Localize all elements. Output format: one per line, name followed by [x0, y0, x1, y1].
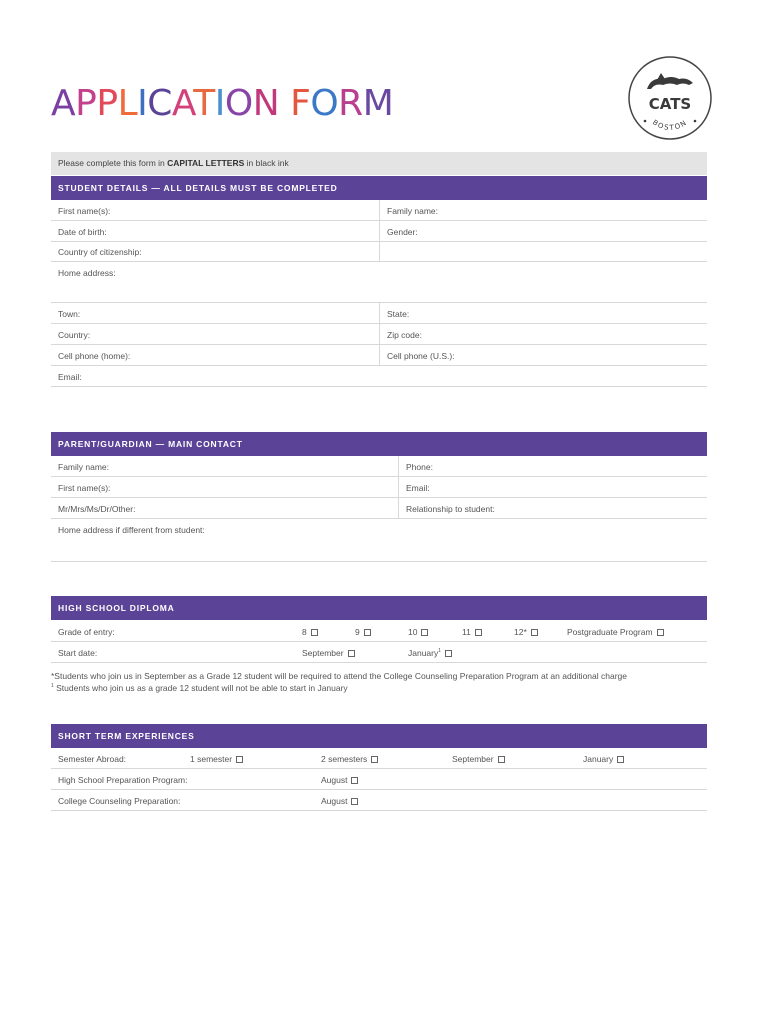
grade-12-checkbox[interactable]: 12* — [514, 627, 538, 637]
dob-field[interactable]: Date of birth: — [58, 227, 107, 237]
parent-family-name-field[interactable]: Family name: — [58, 462, 110, 472]
family-name-field[interactable]: Family name: — [387, 206, 439, 216]
hs-prep-august-checkbox[interactable]: August — [321, 775, 358, 785]
student-row-town — [51, 303, 707, 324]
start-date-row — [51, 642, 707, 663]
student-row-names — [51, 200, 707, 221]
divider — [398, 456, 399, 476]
divider — [379, 242, 380, 261]
home-address-field[interactable]: Home address: — [58, 268, 116, 278]
hs-prep-label: High School Preparation Program: — [58, 775, 188, 785]
page-title: APPLICATION FORM — [51, 83, 394, 124]
salutation-field[interactable]: Mr/Mrs/Ms/Dr/Other: — [58, 504, 136, 514]
parent-row-address — [51, 519, 707, 562]
divider — [379, 200, 380, 220]
instruction-bar — [51, 152, 707, 175]
student-details-header: STUDENT DETAILS — ALL DETAILS MUST BE COMPLETED — [51, 176, 707, 200]
parent-row-names — [51, 456, 707, 477]
cell-us-field[interactable]: Cell phone (U.S.): — [387, 351, 455, 361]
semester-row — [51, 748, 707, 769]
student-row-phones — [51, 345, 707, 366]
gender-field[interactable]: Gender: — [387, 227, 418, 237]
grade-11-checkbox[interactable]: 11 — [462, 627, 482, 637]
semester-january-checkbox[interactable]: January — [583, 754, 624, 764]
svg-text:CATS: CATS — [648, 95, 692, 113]
start-september-checkbox[interactable]: September — [302, 648, 355, 658]
cell-home-field[interactable]: Cell phone (home): — [58, 351, 131, 361]
grade-8-checkbox[interactable]: 8 — [302, 627, 318, 637]
january-note: $^1$ Students who join us as a grade 12 student will not be able to start in January — [51, 683, 348, 693]
divider — [398, 498, 399, 518]
divider — [379, 345, 380, 365]
town-field[interactable]: Town: — [58, 309, 81, 319]
divider — [379, 303, 380, 323]
relationship-field[interactable]: Relationship to student: — [406, 504, 495, 514]
postgraduate-checkbox[interactable]: Postgraduate Program — [567, 627, 664, 637]
svg-text:BOSTON: BOSTON — [650, 118, 690, 132]
grade-12-note: *Students who join us in September as a Grade 12 student will be required to attend the College Counseling Preparation Program at an additional charge — [51, 671, 627, 681]
semester-september-checkbox[interactable]: September — [452, 754, 505, 764]
student-row-email — [51, 366, 707, 387]
grade-9-checkbox[interactable]: 9 — [355, 627, 371, 637]
two-semesters-checkbox[interactable]: 2 semesters — [321, 754, 378, 764]
parent-phone-field[interactable]: Phone: — [406, 462, 433, 472]
divider — [379, 324, 380, 344]
zip-field[interactable]: Zip code: — [387, 330, 422, 340]
start-january-checkbox[interactable]: January$^1$ — [408, 648, 452, 658]
semester-label: Semester Abroad: — [58, 754, 127, 764]
short-term-header: SHORT TERM EXPERIENCES — [51, 724, 707, 748]
instruction-emphasis: CAPITAL LETTERS — [167, 158, 245, 168]
grade-label: Grade of entry: — [58, 627, 115, 637]
grade-row — [51, 620, 707, 642]
college-prep-august-checkbox[interactable]: August — [321, 796, 358, 806]
one-semester-checkbox[interactable]: 1 semester — [190, 754, 243, 764]
student-row-address — [51, 262, 707, 303]
parent-email-field[interactable]: Email: — [406, 483, 430, 493]
divider — [379, 221, 380, 241]
parent-address-field[interactable]: Home address if different from student: — [58, 525, 205, 535]
parent-row-salutation — [51, 498, 707, 519]
student-row-citizenship — [51, 242, 707, 262]
divider — [398, 477, 399, 497]
parent-guardian-header: PARENT/GUARDIAN — MAIN CONTACT — [51, 432, 707, 456]
grade-10-checkbox[interactable]: 10 — [408, 627, 428, 637]
citizenship-field[interactable]: Country of citizenship: — [58, 247, 142, 257]
instruction-text: Please complete this form in — [58, 158, 168, 168]
parent-row-first — [51, 477, 707, 498]
cats-boston-logo — [627, 55, 713, 141]
student-row-country — [51, 324, 707, 345]
first-name-field[interactable]: First name(s): — [58, 206, 111, 216]
parent-first-name-field[interactable]: First name(s): — [58, 483, 111, 493]
college-prep-label: College Counseling Preparation: — [58, 796, 181, 806]
country-field[interactable]: Country: — [58, 330, 91, 340]
student-email-field[interactable]: Email: — [58, 372, 82, 382]
college-prep-row — [51, 790, 707, 811]
hs-prep-row — [51, 769, 707, 790]
student-row-dob — [51, 221, 707, 242]
instruction-text-end: in black ink — [244, 158, 289, 168]
start-date-label: Start date: — [58, 648, 98, 658]
high-school-diploma-header: HIGH SCHOOL DIPLOMA — [51, 596, 707, 620]
state-field[interactable]: State: — [387, 309, 410, 319]
